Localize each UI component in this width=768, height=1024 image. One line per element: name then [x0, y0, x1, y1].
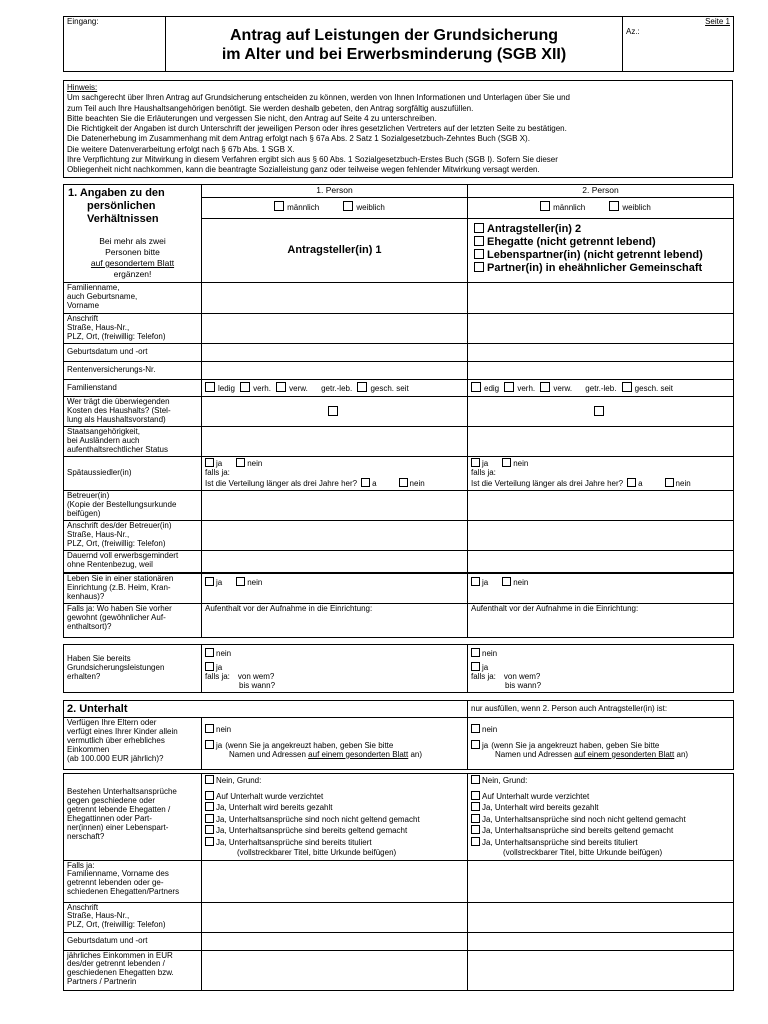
maintenance-claims-question: Bestehen Unterhaltsansprüche gegen geschiedene oder getrennt lebende Ehegatten / Ehegattinnen oder Part- ner(innen) einer Lebenspart- nerschaft?: [64, 774, 202, 861]
section-1-table: [63, 184, 734, 573]
p1-single-checkbox[interactable]: [205, 382, 215, 392]
p1-pension-field[interactable]: [202, 362, 468, 380]
p2-widowed-checkbox[interactable]: [540, 382, 550, 392]
p2-spouse-birth-field[interactable]: [468, 932, 734, 950]
more-persons-note: Bei mehr als zwei Personen bitte auf gesondertem Blatt ergänzen!: [90, 236, 175, 279]
p1-facility-no-checkbox[interactable]: [236, 577, 245, 586]
previous-residence-label: Falls ja: Wo haben Sie vorher gewohnt (gewöhnlicher Auf- enthaltsort)?: [64, 603, 202, 637]
hinweis-line: Die Richtigkeit der Angaben ist durch Unterschrift der jeweiligen Person oder ihres gesetzlichen Vertreters auf der letzten Seite zu bestätigen.: [67, 124, 567, 134]
p2-prev-yes-checkbox[interactable]: [471, 662, 480, 671]
p2-male-checkbox[interactable]: [540, 201, 550, 211]
p2-resettler-options: ja nein falls ja: Ist die Verteilung länger als drei Jahre her? a nein: [468, 457, 734, 491]
p1-facility-yes-checkbox[interactable]: [205, 577, 214, 586]
p2-parents-income-options: nein ja (wenn Sie ja angekreuzt haben, geben Sie bitte Namen und Adressen auf einem gesonderten Blatt an): [468, 718, 734, 770]
p2-applicant-checkbox[interactable]: [474, 223, 484, 233]
p1-prev-no-checkbox[interactable]: [205, 648, 214, 657]
p2-address-field[interactable]: [468, 314, 734, 344]
p2-spouse-checkbox[interactable]: [474, 236, 484, 246]
p2-resettler-yes-checkbox[interactable]: [471, 458, 480, 467]
birth-label: Geburtsdatum und -ort: [64, 344, 202, 362]
maintenance-claims-table: [63, 773, 734, 991]
eingang-field[interactable]: [64, 17, 166, 72]
p1-guardian-address-field[interactable]: [202, 520, 468, 550]
header-box: [63, 16, 734, 72]
p2-claim-titled-checkbox[interactable]: [471, 837, 480, 846]
pension-number-label: Rentenversicherungs-Nr.: [64, 362, 202, 380]
p2-resettler-no-checkbox[interactable]: [502, 458, 511, 467]
p2-life-partner-checkbox[interactable]: [474, 249, 484, 259]
p2-birth-field[interactable]: [468, 344, 734, 362]
p2-claim-not-asserted-checkbox[interactable]: [471, 814, 480, 823]
p1-address-field[interactable]: [202, 314, 468, 344]
p2-claim-asserted-checkbox[interactable]: [471, 825, 480, 834]
p2-facility-yes-checkbox[interactable]: [471, 577, 480, 586]
citizenship-label: Staatsangehörigkeit, bei Ausländern auch aufenthaltsrechtlicher Status: [64, 427, 202, 457]
section-2-heading: 2. Unterhalt: [64, 701, 468, 718]
hinweis-line: Die Datenerhebung im Zusammenhang mit dem Antrag erfolgt nach § 67a Abs. 2 Satz 1 Sozialgesetzbuch-Zehntes Buch (SGB X).: [67, 134, 530, 144]
p1-claim-waived-checkbox[interactable]: [205, 791, 214, 800]
p1-gender: [202, 198, 468, 218]
p1-parents-no-checkbox[interactable]: [205, 724, 214, 733]
p2-partner-checkbox[interactable]: [474, 262, 484, 272]
p1-parents-yes-checkbox[interactable]: [205, 740, 214, 749]
p1-spouse-name-field[interactable]: [202, 860, 468, 902]
p1-divorced-checkbox[interactable]: [357, 382, 367, 392]
person-2-header: 2. Person: [468, 185, 734, 198]
p1-married-checkbox[interactable]: [240, 382, 250, 392]
hinweis-line: zum Teil auch Ihre Haushaltsangehörigen benötigt. Sie werden deshalb gebeten, den Antrag sorgfältig auszufüllen.: [67, 103, 474, 113]
p2-parents-no-checkbox[interactable]: [471, 724, 480, 733]
hinweis-box: [63, 80, 733, 178]
facility-table: [63, 573, 734, 638]
az-label: Az.:: [626, 27, 640, 36]
section-2-p2-note: nur ausfüllen, wenn 2. Person auch Antragsteller(in) ist:: [468, 701, 734, 718]
stay-label: Aufenthalt vor der Aufnahme in die Einrichtung:: [205, 603, 373, 613]
p1-name-field[interactable]: [202, 283, 468, 314]
p2-claim-paid-checkbox[interactable]: [471, 802, 480, 811]
title-line-1: Antrag auf Leistungen der Grundsicherung: [229, 27, 559, 44]
hinweis-line: Bitte beachten Sie die Erläuterungen und vergessen Sie nicht, den Antrag auf Seite 4 zu unterschreiben.: [67, 113, 437, 123]
title-line-2: im Alter und bei Erwerbsminderung (SGB XII): [221, 46, 567, 63]
p1-female-checkbox[interactable]: [343, 201, 353, 211]
household-costs-label: Wer trägt die überwiegenden Kosten des Haushalts? (Stel- lung als Haushaltsvorstand): [64, 397, 202, 427]
hinweis-heading: Hinweis:: [67, 83, 98, 92]
late-resettler-label: Spätaussiedler(in): [64, 457, 202, 491]
p2-spouse-name-field[interactable]: [468, 860, 734, 902]
p2-option-label: Ehegatte (nicht getrennt lebend): [487, 235, 656, 248]
p1-previous-benefits-options: nein ja falls ja: von wem? bis wann?: [202, 645, 468, 693]
marital-status-label: Familienstand: [64, 380, 202, 397]
p2-option-label: Lebenspartner(in) (nicht getrennt lebend): [487, 248, 703, 261]
p1-claim-titled-checkbox[interactable]: [205, 837, 214, 846]
p2-married-checkbox[interactable]: [504, 382, 514, 392]
p2-previous-benefits-options: nein ja falls ja: von wem? bis wann?: [468, 645, 734, 693]
section-2-table: [63, 700, 734, 770]
applicant-1-label: Antragsteller(in) 1: [202, 218, 468, 282]
p2-claims-options: Nein, Grund: Auf Unterhalt wurde verzichtet Ja, Unterhalt wird bereits gezahlt Ja, Unterhaltsansprüche sind noch nicht geltend gemacht Ja, Unterhaltsansprüche sind bereits geltend gemacht Ja, Unterhaltsansprüche sind bereits tituliert (vollstreckbarer Titel, bitte Urkunde beifügen): [468, 774, 734, 861]
p2-disabled-field[interactable]: [468, 550, 734, 572]
previous-benefits-question: Haben Sie bereits Grundsicherungsleistungen erhalten?: [64, 645, 202, 693]
p1-spouse-address-field[interactable]: [202, 902, 468, 932]
p2-parents-yes-checkbox[interactable]: [471, 740, 480, 749]
p1-disabled-field[interactable]: [202, 550, 468, 572]
spouse-birth-label: Geburtsdatum und -ort: [64, 932, 202, 950]
p1-birth-field[interactable]: [202, 344, 468, 362]
p2-spouse-address-field[interactable]: [468, 902, 734, 932]
p2-citizenship-field[interactable]: [468, 427, 734, 457]
spouse-name-label: Falls ja: Familienname, Vorname des getrennt lebenden oder ge- schiedenen Ehegatten/Partners: [64, 860, 202, 902]
p1-previous-residence-field[interactable]: [202, 603, 468, 637]
male-label: männlich: [287, 203, 320, 213]
p1-claim-paid-checkbox[interactable]: [205, 802, 214, 811]
p2-household-checkbox[interactable]: [594, 406, 604, 416]
guardian-label: Betreuer(in) (Kopie der Bestellungsurkunde beifügen): [64, 490, 202, 520]
p2-claim-no-checkbox[interactable]: [471, 775, 480, 784]
p1-resettler-options: ja nein falls ja: Ist die Verteilung länger als drei Jahre her? a nein: [202, 457, 468, 491]
p1-claim-asserted-checkbox[interactable]: [205, 825, 214, 834]
fully-disabled-label: Dauernd voll erwerbsgemindert ohne Rentenbezug, weil: [64, 550, 202, 572]
page-number: Seite 1: [705, 17, 730, 26]
p1-distribution-yes-checkbox[interactable]: [361, 478, 370, 487]
p1-guardian-field[interactable]: [202, 490, 468, 520]
p1-resettler-yes-checkbox[interactable]: [205, 458, 214, 467]
female-label: weiblich: [356, 203, 385, 213]
p1-marital-options: ledig verh. verw. getr.-leb. gesch. seit: [202, 380, 468, 397]
stay-label: Aufenthalt vor der Aufnahme in die Einrichtung:: [471, 603, 639, 613]
p1-citizenship-field[interactable]: [202, 427, 468, 457]
p1-male-checkbox[interactable]: [274, 201, 284, 211]
guardian-address-label: Anschrift des/der Betreuer(in) Straße, Haus-Nr., PLZ, Ort, (freiwillig: Telefon): [64, 520, 202, 550]
p1-claim-no-checkbox[interactable]: [205, 775, 214, 784]
parents-income-question: Verfügen Ihre Eltern oder verfügt eines Ihrer Kinder allein vermutlich über erhebliches Einkommen (ab 100.000 EUR jährlich)?: [64, 718, 202, 770]
spouse-income-label: jährliches Einkommen in EUR des/der getrennt lebenden / geschiedenen Ehegatten bzw. Partners / Partnerin: [64, 950, 202, 990]
eingang-label: Eingang:: [67, 17, 99, 26]
p2-option-label: Partner(in) in eheähnlicher Gemeinschaft: [487, 261, 703, 274]
hinweis-line: Obliegenheit nicht nachkommen, kann die beantragte Sozialleistung ganz oder teilweise wegen fehlender Mitwirkung versagt werden.: [67, 165, 540, 175]
p2-household-cell: [468, 397, 734, 427]
female-label: weiblich: [622, 203, 651, 213]
p2-prev-no-checkbox[interactable]: [471, 648, 480, 657]
p2-previous-residence-field[interactable]: [468, 603, 734, 637]
p1-spouse-birth-field[interactable]: [202, 932, 468, 950]
p1-resettler-no-checkbox[interactable]: [236, 458, 245, 467]
previous-benefits-table: [63, 644, 734, 693]
p1-household-cell: [202, 397, 468, 427]
p2-distribution-no-checkbox[interactable]: [665, 478, 674, 487]
p1-spouse-income-field[interactable]: [202, 950, 468, 990]
spouse-address-label: Anschrift Straße, Haus-Nr., PLZ, Ort, (freiwillig: Telefon): [64, 902, 202, 932]
section-1-heading-cell: [64, 185, 202, 283]
p2-name-field[interactable]: [468, 283, 734, 314]
p2-guardian-address-field[interactable]: [468, 520, 734, 550]
p2-single-checkbox[interactable]: [471, 382, 481, 392]
male-label: männlich: [553, 203, 586, 213]
p1-claims-options: Nein, Grund: Auf Unterhalt wurde verzichtet Ja, Unterhalt wird bereits gezahlt Ja, Unterhaltsansprüche sind noch nicht geltend gemacht Ja, Unterhaltsansprüche sind bereits geltend gemacht Ja, Unterhaltsansprüche sind bereits tituliert (vollstreckbarer Titel, bitte Urkunde beifügen): [202, 774, 468, 861]
p1-widowed-checkbox[interactable]: [276, 382, 286, 392]
p1-parents-income-options: nein ja (wenn Sie ja angekreuzt haben, geben Sie bitte Namen und Adressen auf einem gesonderten Blatt an): [202, 718, 468, 770]
p2-pension-field[interactable]: [468, 362, 734, 380]
az-field[interactable]: [623, 17, 734, 72]
p1-prev-yes-checkbox[interactable]: [205, 662, 214, 671]
p2-facility-no-checkbox[interactable]: [502, 577, 511, 586]
p2-claim-waived-checkbox[interactable]: [471, 791, 480, 800]
p2-option-label: Antragsteller(in) 2: [487, 222, 582, 235]
p2-marital-options: edig verh. verw. getr.-leb. gesch. seit: [468, 380, 734, 397]
p2-gender: [468, 198, 734, 218]
p1-distribution-no-checkbox[interactable]: [399, 478, 408, 487]
facility-question: Leben Sie in einer stationären Einrichtung (z.B. Heim, Kran- kenhaus)?: [64, 574, 202, 604]
p1-facility-options: ja nein: [202, 574, 468, 604]
p2-distribution-yes-checkbox[interactable]: [627, 478, 636, 487]
p2-facility-options: ja nein: [468, 574, 734, 604]
form-title: [166, 17, 623, 72]
p2-female-checkbox[interactable]: [609, 201, 619, 211]
p2-divorced-checkbox[interactable]: [622, 382, 632, 392]
p2-role-options: [468, 218, 734, 282]
person-1-header: 1. Person: [202, 185, 468, 198]
address-label: Anschrift Straße, Haus-Nr., PLZ, Ort, (freiwillig: Telefon): [64, 314, 202, 344]
p2-guardian-field[interactable]: [468, 490, 734, 520]
p1-claim-not-asserted-checkbox[interactable]: [205, 814, 214, 823]
p2-spouse-income-field[interactable]: [468, 950, 734, 990]
hinweis-line: Die weitere Datenverarbeitung erfolgt nach § 67b Abs. 1 SGB X.: [67, 144, 295, 154]
hinweis-line: Um sachgerecht über Ihren Antrag auf Grundsicherung entscheiden zu können, werden von Ihnen Informationen und Unterlagen über Sie und: [67, 93, 570, 103]
name-label: Familienname, auch Geburtsname, Vorname: [64, 283, 202, 314]
section-1-heading: 1. Angaben zu den persönlichen Verhältnissen: [68, 187, 165, 225]
hinweis-line: Ihre Verpflichtung zur Mitwirkung in diesem Verfahren ergibt sich aus § 60 Abs. 1 Sozialgesetzbuch-Erstes Buch (SGB I). Sofern Sie dieser: [67, 155, 558, 165]
p1-household-checkbox[interactable]: [328, 406, 338, 416]
